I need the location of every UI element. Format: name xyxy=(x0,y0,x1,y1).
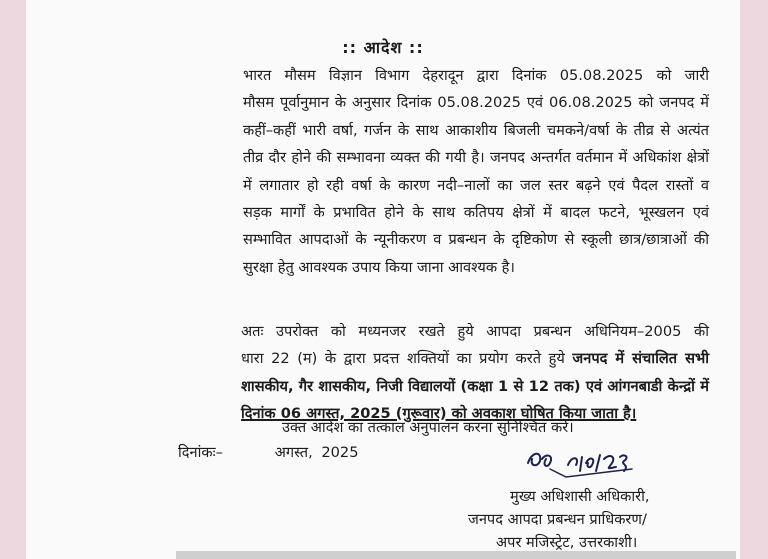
paragraph-line: अतः उपरोक्त को मध्यनजर रखते हुये आपदा प्रबन्धन अधिनियम–2005 की xyxy=(241,323,709,340)
date-value: अगस्त, 2025 xyxy=(274,444,359,461)
paragraph-holiday-order xyxy=(149,318,709,428)
signatory-block xyxy=(450,485,650,554)
paragraph-line-schools: शासकीय, गैर शासकीय, निजी विद्यालयों (कक्षा 1 से 12 तक) एवं आंगनबाडी केन्द्रों में xyxy=(241,377,709,395)
paragraph-line: सम्भावित आपदाओं के न्यूनीकरण व प्रबन्धन के दृष्टिकोण से स्कूली छात्र/छात्राओं की xyxy=(243,231,709,249)
paragraph-line: में लगातार हो रही वर्षा के कारण नदी–नालों का जल स्तर बढ़ने एवं पैदल रास्तों व xyxy=(243,176,709,194)
page-edge-right xyxy=(740,0,768,559)
paragraph-line: सुरक्षा हेतु आवश्यक उपाय किया जाना आवश्यक है। xyxy=(243,258,515,276)
paragraph-weather-forecast xyxy=(149,62,709,281)
schools-scope-text: जनपद में संचालित सभी xyxy=(572,350,709,368)
next-page-edge xyxy=(176,551,736,559)
section-reference-text: धारा 22 (म) के द्वारा प्रदत्त शक्तियों का प्रयोग करते हुये xyxy=(241,350,565,368)
signatory-office: अपर मजिस्ट्रेट, उत्तरकाशी। xyxy=(496,534,638,551)
date-label: दिनांकः– xyxy=(178,444,223,461)
paragraph-line: कहीं–कहीं भारी वर्षा, गर्जन के साथ आकाशीय बिजली चमकने/वर्षा के तीव्र से अत्यंत xyxy=(243,121,709,139)
paragraph-line: सड़क मार्गों के प्रभावित होने के साथ कतिपय क्षेत्रों में बादल फटने, भूस्खलन एवं xyxy=(243,204,709,222)
holiday-date-text: दिनांक 06 अगस्त, 2025 (गुरूवार) को अवकाश घोषित किया जाता है। xyxy=(241,405,637,423)
paragraph-line: मौसम पूर्वानुमान के अनुसार दिनांक 05.08.2025 एवं 06.08.2025 को जनपद में xyxy=(243,94,709,112)
signatory-authority: जनपद आपदा प्रबन्धन प्राधिकरण/ xyxy=(468,511,647,528)
paragraph-line xyxy=(149,345,709,372)
handwritten-signature xyxy=(520,447,640,487)
order-document xyxy=(26,0,740,559)
page-edge-left xyxy=(0,0,26,559)
signatory-designation: मुख्य अधिशासी अधिकारी, xyxy=(510,488,650,505)
paragraph-line: तीव्र दौर होने की सम्भावना व्यक्त की गयी है। जनपद अन्तर्गत वर्तमान में अधिकांश क्षेत्रों xyxy=(243,149,709,167)
compliance-instruction: उक्त आदेश का तत्काल अनुपालन करना सुनिश्चित करें। xyxy=(282,419,574,436)
document-title: :: आदेश :: xyxy=(342,38,424,57)
paragraph-line: भारत मौसम विज्ञान विभाग देहरादून द्वारा दिनांक 05.08.2025 को जारी xyxy=(243,67,709,84)
issue-date xyxy=(178,442,359,462)
